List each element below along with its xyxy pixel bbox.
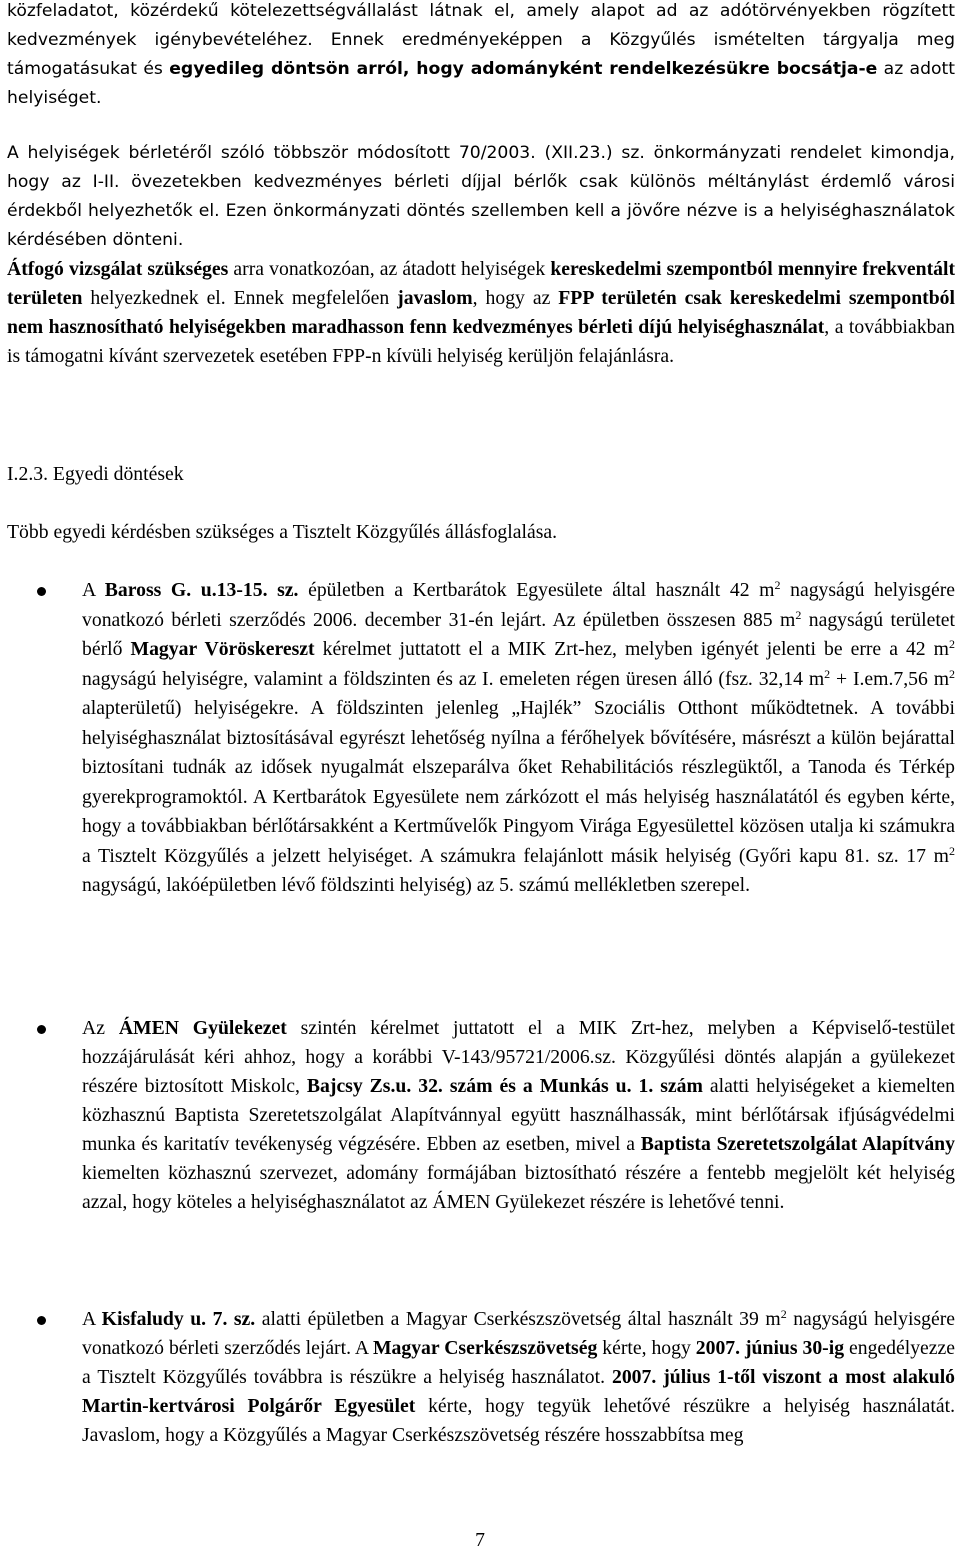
- bullet1-run-15: 2: [949, 843, 955, 858]
- bullet3-run-4: nagyságú helyisgére vonatkozó bérleti szerződés lejárt. A: [82, 1308, 955, 1359]
- bullet1-run-10: nagyságú helyiségre, valamint a földszinten és az I. emeleten régen üresen álló (fsz. 32,14 m: [82, 667, 825, 690]
- bullet1-run-1: Baross G. u.13-15. sz.: [104, 579, 299, 601]
- section-heading: I.2.3. Egyedi döntések: [7, 463, 184, 485]
- bullet2-run-5: Baptista Szeretetszolgálat Alapítvány: [640, 1133, 955, 1155]
- p3-run-3: helyezkednek el. Ennek megfelelően: [82, 287, 398, 309]
- p2-run-0: A helyiségek bérletéről szóló többször módosított 70/2003. (XII.23.) sz. önkormányzati rendelet kimondja, hogy az I-II. övezetekben kedvezményes bérleti díjjal bérlők csak különös méltánylást érdemlő városi érdekből helyezhetők el. Ezen önkormányzati döntés szellemben kell a jövőre nézve is a helyiséghasználatok kérdésében dönteni.: [7, 143, 955, 250]
- bullet3-run-6: kérte, hogy: [597, 1337, 696, 1359]
- list-item-kisfaludy: [82, 1305, 955, 1450]
- bullet3-run-1: Kisfaludy u. 7. sz.: [101, 1308, 256, 1330]
- p1-run-0: közfeladatot, közérdekű kötelezettségvállalást látnak el, amely alapot ad az adótörvényekben rögzített kedvezmények igénybevételéhez. Ennek eredményeképpen a Közgyűlés ismételten tárgyalja meg támogatásukat és: [7, 1, 955, 79]
- bullet1-run-7: Magyar Vöröskereszt: [130, 638, 315, 660]
- bullet1-run-13: 2: [949, 666, 956, 681]
- bullet1-run-5: 2: [795, 607, 802, 622]
- p3-run-4: javaslom: [397, 287, 473, 309]
- section-intro: Több egyedi kérdésben szükséges a Tisztelt Közgyűlés állásfoglalása.: [7, 521, 558, 543]
- p3-run-1: arra vonatkozóan, az átadott helyiségek: [228, 258, 551, 280]
- bullet-dot: [37, 1316, 46, 1325]
- bullet2-run-1: ÁMEN Gyülekezet: [118, 1017, 287, 1039]
- bullet2-run-3: Bajcsy Zs.u. 32. szám és a Munkás u. 1. szám: [306, 1075, 703, 1097]
- p3-run-6: FPP területén csak kereskedelmi szempontból nem hasznosítható helyiségekben maradhasson fenn kedvezményes bérleti díjú helyiséghasználat: [7, 287, 955, 338]
- bullet1-run-9: 2: [949, 637, 955, 651]
- bullet1-run-12: + I.em.7,56 m: [830, 667, 950, 690]
- bullet3-run-3: 2: [780, 1307, 787, 1321]
- bullet1-run-8: kérelmet juttatott el a MIK Zrt-hez, melyben igényét jelenti be erre a 42 m: [314, 638, 949, 660]
- bullet2-run-0: Az: [82, 1017, 119, 1039]
- bullet3-run-0: A: [82, 1308, 102, 1330]
- p1-run-1: egyedileg döntsön arról, hogy adományként rendelkezésükre bocsátja-e: [169, 59, 878, 79]
- bullet3-run-7: 2007. június 30-ig: [695, 1337, 845, 1359]
- page-number: 7: [475, 1529, 485, 1551]
- bullet1-run-14: alapterületű) helyiségekre. A földszinten jelenleg „Hajlék” Szociális Otthont működtetnek. A további helyiséghasználat biztosításával egyrészt lehetőség nyílna a férőhelyek bővítésére, másrészt a külön bejárattal biztosítani tudnák az idősek nyugalmát elszeparálva őket Rehabilitációs részlegüktől, a Tanoda és Térkép gyerekprogramoktól. A Kertbarátok Egyesülete nem zárkózott el más helyiség használatától és egyben kérte, hogy a továbbiakban bérlőtársakként a Kertművelők Pingyom Virága Egyesülettel közösen utalja ki számukra a Tisztelt Közgyűlés a jelzett helyiséget. A számukra felajánlott másik helyiség (Győri kapu 81. sz. 17 m: [82, 697, 955, 867]
- bullet2-run-6: kiemelten közhasznú szervezet, adomány formájában biztosítható részére a fentebb megjelölt két helyiség azzal, hogy köteles a helyiséghasználatot az ÁMEN Gyülekezet részére is lehetővé tenni.: [82, 1162, 955, 1213]
- bullet3-run-9: 2007. július 1-től viszont a most alakuló Martin-kertvárosi Polgárőr Egyesület: [82, 1366, 956, 1417]
- p3-run-5: , hogy az: [472, 287, 559, 309]
- p1-run-2: az adott helyiséget.: [7, 59, 955, 108]
- bullet2-run-4: alatti helyiségeket a kiemelten közhasznú Baptista Szeretetszolgálat Alapítvánnyal együtt használhassák, mint bérlőtársak ifjúságvédelmi munka és karitatív tevékenység végzésére. Ebben az esetben, mivel a: [82, 1075, 955, 1155]
- bullet1-run-4: nagyságú helyisgére vonatkozó bérleti szerződés 2006. december 31-én lejárt. Az épületben összesen 885 m: [82, 579, 956, 631]
- bullet-dot: [37, 1025, 46, 1034]
- bullet2-run-2: szintén kérelmet juttatott el a MIK Zrt-hez, melyben a Képviselő-testület hozzájárulását kéri ahhoz, hogy a korábbi V-143/95721/2006.sz. Közgyűlési döntés alapján a gyülekezet részére biztosított Miskolc,: [82, 1017, 955, 1097]
- bullet1-run-3: 2: [774, 578, 781, 592]
- p3-run-7: , a továbbiakban is támogatni kívánt szervezetek esetében FPP-n kívüli helyiség kerüljön felajánlásra.: [7, 316, 955, 367]
- bullet-dot: [37, 587, 46, 596]
- p3-run-0: Átfogó vizsgálat szükséges: [7, 258, 229, 280]
- list-item-baross: [82, 576, 955, 901]
- bullet3-run-8: engedélyezze a Tisztelt Közgyűlés továbbra is részükre a helyiség használatot.: [82, 1337, 955, 1388]
- paragraph-comprehensive-review: [7, 255, 955, 371]
- bullet1-run-6: nagyságú területet bérlő: [82, 608, 955, 660]
- paragraph-tax-benefits: [7, 0, 955, 113]
- p3-run-2: kereskedelmi szempontból mennyire frekventált területen: [7, 258, 956, 309]
- list-item-amen: [82, 1014, 955, 1217]
- bullet1-run-0: A: [82, 579, 105, 601]
- bullet1-run-11: 2: [824, 666, 831, 681]
- bullet1-run-2: épületben a Kertbarátok Egyesülete által használt 42 m: [298, 579, 775, 601]
- bullet3-run-10: kérte, hogy tegyük lehetővé részükre a helyiség használatát. Javaslom, hogy a Közgyűlés a Magyar Cserkészszövetség részére hosszabbítsa meg: [82, 1395, 955, 1446]
- bullet3-run-5: Magyar Cserkészszövetség: [372, 1337, 598, 1359]
- bullet3-run-2: alatti épületben a Magyar Cserkészszövetség által használt 39 m: [255, 1308, 781, 1330]
- paragraph-rental-decree: [7, 139, 955, 255]
- bullet1-run-16: nagyságú, lakóépületben lévő földszinti helyiség) az 5. számú mellékletben szerepel.: [82, 874, 751, 896]
